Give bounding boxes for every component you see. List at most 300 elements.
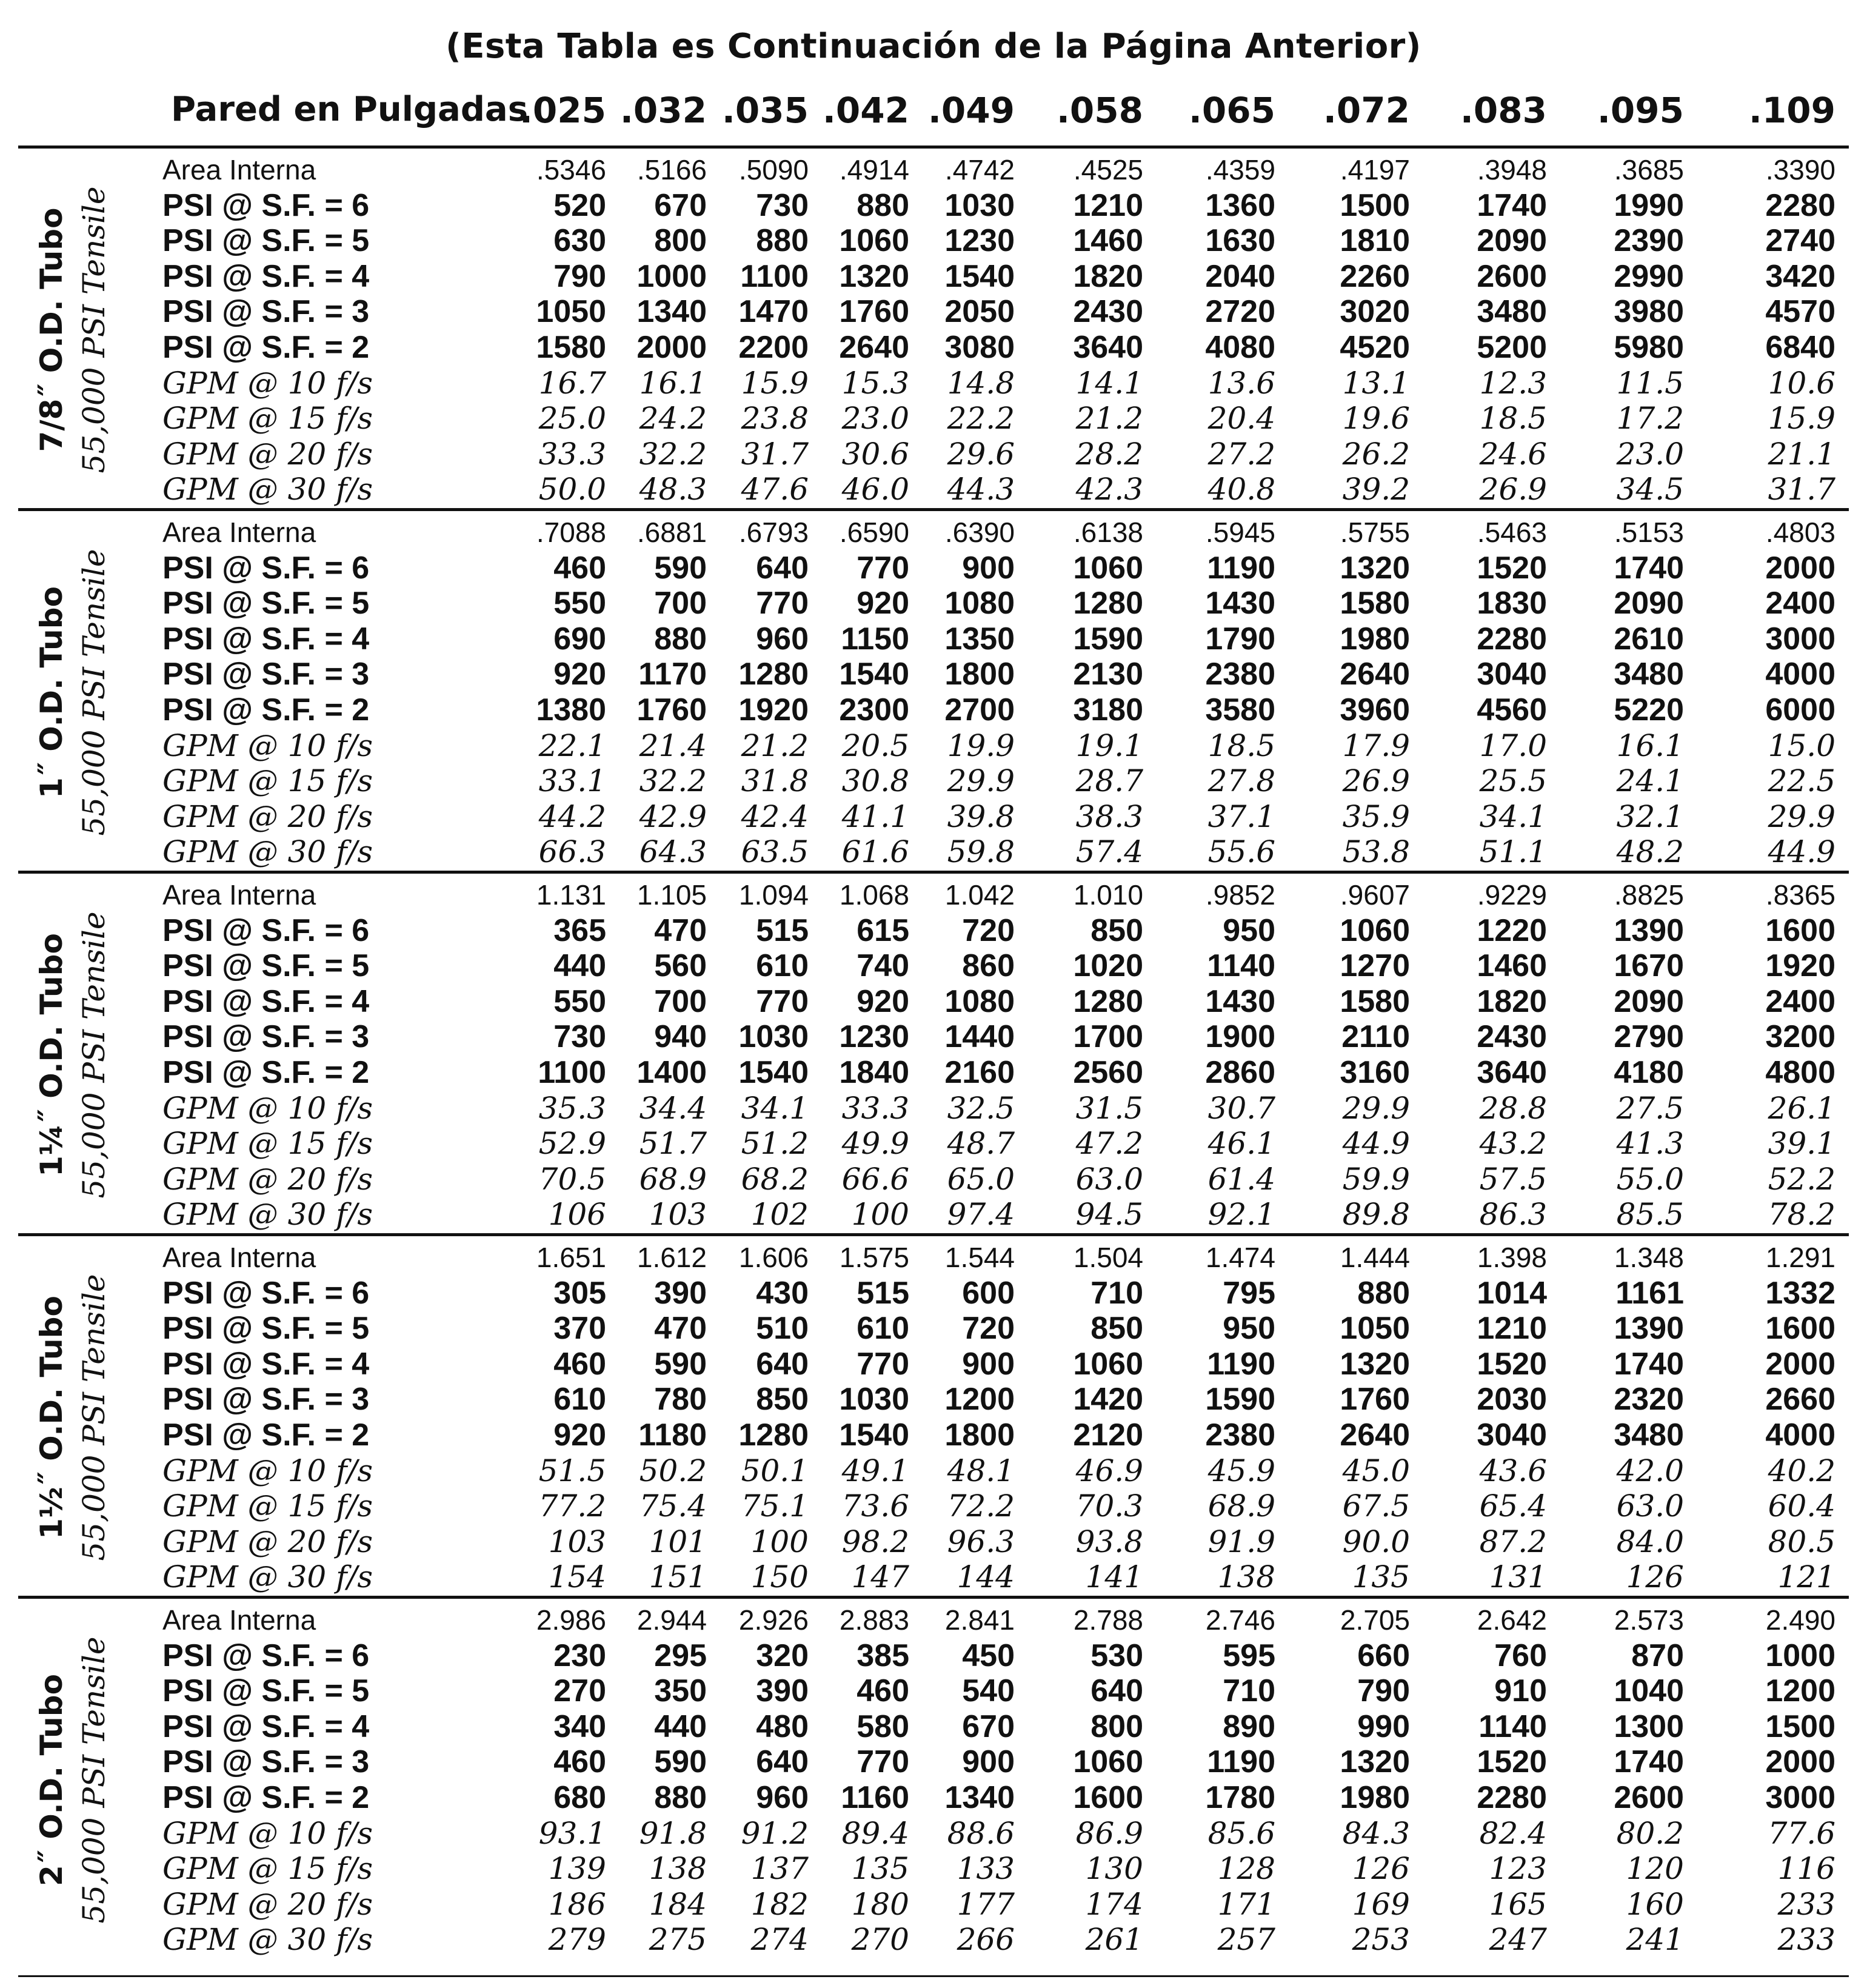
table-row bbox=[0, 835, 1867, 870]
table-cell: 1332 bbox=[1765, 1275, 1835, 1311]
table-cell: 790 bbox=[553, 258, 606, 294]
table-cell: 540 bbox=[962, 1673, 1015, 1709]
table-cell: 151 bbox=[649, 1559, 707, 1595]
table-row bbox=[0, 401, 1867, 437]
table-cell: 15.3 bbox=[841, 365, 909, 401]
table-cell: 1230 bbox=[944, 223, 1015, 259]
table-cell: 3480 bbox=[1614, 1417, 1684, 1453]
table-cell: 2300 bbox=[839, 692, 909, 728]
table-row bbox=[0, 1674, 1867, 1709]
table-cell: 960 bbox=[756, 621, 809, 657]
row-label: GPM @ 30 f/s bbox=[162, 1922, 373, 1958]
table-cell: 5200 bbox=[1477, 330, 1547, 365]
table-cell: 1520 bbox=[1477, 550, 1547, 586]
row-label: GPM @ 20 f/s bbox=[162, 1161, 373, 1197]
table-cell: 2640 bbox=[1340, 1417, 1410, 1453]
table-cell: 22.5 bbox=[1768, 763, 1835, 799]
table-cell: .6793 bbox=[738, 517, 809, 548]
table-cell: 2610 bbox=[1614, 621, 1684, 657]
table-cell: 770 bbox=[857, 550, 909, 586]
table-cell: 85.6 bbox=[1207, 1815, 1275, 1851]
table-cell: 1460 bbox=[1073, 223, 1143, 259]
table-row bbox=[0, 764, 1867, 799]
table-cell: 3640 bbox=[1477, 1055, 1547, 1090]
table-cell: 295 bbox=[654, 1638, 707, 1673]
table-cell: 1280 bbox=[1073, 983, 1143, 1019]
wall-thickness-value: .049 bbox=[927, 90, 1015, 131]
table-row bbox=[0, 224, 1867, 259]
table-cell: 1080 bbox=[944, 983, 1015, 1019]
table-cell: 2040 bbox=[1205, 258, 1275, 294]
table-row bbox=[0, 878, 1867, 913]
table-cell: 154 bbox=[548, 1559, 606, 1595]
table-row bbox=[0, 1240, 1867, 1276]
table-cell: 12.3 bbox=[1479, 365, 1547, 401]
table-cell: 1030 bbox=[944, 187, 1015, 223]
table-cell: 180 bbox=[851, 1886, 909, 1922]
table-row bbox=[0, 1091, 1867, 1126]
table-cell: .9607 bbox=[1340, 879, 1410, 911]
table-cell: 1030 bbox=[738, 1019, 809, 1055]
table-cell: 2280 bbox=[1477, 1780, 1547, 1815]
wall-thickness-value: .025 bbox=[519, 90, 606, 131]
table-cell: 59.8 bbox=[947, 834, 1015, 870]
table-cell: 21.2 bbox=[741, 728, 809, 763]
table-cell: 75.1 bbox=[741, 1488, 809, 1524]
table-cell: 640 bbox=[756, 550, 809, 586]
table-cell: 4800 bbox=[1765, 1055, 1835, 1090]
table-cell: 4560 bbox=[1477, 692, 1547, 728]
table-cell: 29.9 bbox=[1342, 1090, 1410, 1126]
table-cell: 42.0 bbox=[1616, 1453, 1684, 1488]
table-cell: 52.2 bbox=[1768, 1161, 1835, 1197]
table-cell: 51.7 bbox=[639, 1126, 707, 1162]
table-cell: 3000 bbox=[1765, 621, 1835, 657]
table-cell: 35.9 bbox=[1342, 798, 1410, 834]
table-cell: 1980 bbox=[1340, 1780, 1410, 1815]
table-cell: 18.5 bbox=[1479, 401, 1547, 437]
table-cell: 1630 bbox=[1205, 223, 1275, 259]
table-cell: 2700 bbox=[944, 692, 1015, 728]
table-cell: 880 bbox=[1357, 1275, 1410, 1311]
table-cell: 1320 bbox=[1340, 1346, 1410, 1382]
table-cell: 550 bbox=[553, 586, 606, 621]
tube-section bbox=[0, 1596, 1867, 1958]
table-cell: 2000 bbox=[1765, 1744, 1835, 1780]
table-cell: 21.4 bbox=[639, 728, 707, 763]
table-cell: 580 bbox=[857, 1709, 909, 1744]
table-cell: 630 bbox=[553, 223, 606, 259]
table-row bbox=[0, 1347, 1867, 1382]
table-cell: 97.4 bbox=[947, 1197, 1015, 1233]
table-cell: 1170 bbox=[638, 657, 707, 692]
table-cell: 169 bbox=[1352, 1886, 1410, 1922]
table-cell: 2000 bbox=[636, 330, 707, 365]
table-cell: 103 bbox=[548, 1524, 606, 1559]
table-cell: 1040 bbox=[1614, 1673, 1684, 1709]
table-cell: 68.9 bbox=[639, 1161, 707, 1197]
table-cell: 1161 bbox=[1615, 1275, 1684, 1311]
table-cell: 1.291 bbox=[1765, 1242, 1835, 1273]
table-cell: 75.4 bbox=[639, 1488, 707, 1524]
table-cell: 40.8 bbox=[1207, 472, 1275, 507]
table-cell: 2600 bbox=[1614, 1780, 1684, 1815]
table-cell: 920 bbox=[857, 586, 909, 621]
table-cell: .3685 bbox=[1614, 154, 1684, 186]
table-cell: 257 bbox=[1217, 1922, 1275, 1958]
table-cell: 2990 bbox=[1614, 258, 1684, 294]
table-cell: 1.348 bbox=[1614, 1242, 1684, 1273]
table-cell: 1030 bbox=[839, 1382, 909, 1417]
table-cell: 38.3 bbox=[1075, 798, 1143, 834]
table-cell: 520 bbox=[553, 187, 606, 223]
table-cell: 120 bbox=[1626, 1851, 1684, 1887]
table-cell: 700 bbox=[654, 983, 707, 1019]
table-row bbox=[0, 729, 1867, 764]
table-cell: 126 bbox=[1352, 1851, 1410, 1887]
table-cell: 1520 bbox=[1477, 1744, 1547, 1780]
table-cell: .6138 bbox=[1073, 517, 1143, 548]
table-cell: 160 bbox=[1626, 1886, 1684, 1922]
table-cell: 670 bbox=[962, 1709, 1015, 1744]
table-cell: 1340 bbox=[944, 1780, 1015, 1815]
row-label: PSI @ S.F. = 4 bbox=[162, 258, 370, 294]
table-row bbox=[0, 437, 1867, 472]
tube-section bbox=[0, 871, 1867, 1233]
table-cell: 3200 bbox=[1765, 1019, 1835, 1055]
table-cell: 24.1 bbox=[1616, 763, 1684, 799]
table-cell: 24.6 bbox=[1479, 436, 1547, 472]
table-cell: 3080 bbox=[944, 330, 1015, 365]
table-cell: 32.2 bbox=[639, 763, 707, 799]
table-cell: 48.1 bbox=[947, 1453, 1015, 1488]
table-cell: 1280 bbox=[738, 1417, 809, 1453]
table-cell: 1080 bbox=[944, 586, 1015, 621]
table-cell: 131 bbox=[1489, 1559, 1547, 1595]
table-cell: 370 bbox=[553, 1311, 606, 1347]
table-cell: 1.444 bbox=[1340, 1242, 1410, 1273]
table-cell: 174 bbox=[1085, 1886, 1143, 1922]
table-cell: 2.788 bbox=[1073, 1604, 1143, 1636]
table-cell: 510 bbox=[756, 1311, 809, 1347]
table-cell: 515 bbox=[857, 1275, 909, 1311]
table-cell: 253 bbox=[1352, 1922, 1410, 1958]
wall-thickness-value: .083 bbox=[1460, 90, 1547, 131]
table-cell: 26.9 bbox=[1342, 763, 1410, 799]
table-cell: 1200 bbox=[1765, 1673, 1835, 1709]
table-row bbox=[0, 1560, 1867, 1595]
table-cell: 740 bbox=[857, 948, 909, 984]
table-cell: 135 bbox=[851, 1851, 909, 1887]
table-cell: 2090 bbox=[1614, 586, 1684, 621]
table-row bbox=[0, 1276, 1867, 1311]
table-cell: 1190 bbox=[1207, 1346, 1275, 1382]
table-cell: 2400 bbox=[1765, 983, 1835, 1019]
table-cell: 1590 bbox=[1073, 621, 1143, 657]
table-cell: 560 bbox=[654, 948, 707, 984]
table-cell: 63.0 bbox=[1075, 1161, 1143, 1197]
table-cell: 19.9 bbox=[947, 728, 1015, 763]
table-cell: 177 bbox=[957, 1886, 1015, 1922]
table-cell: 590 bbox=[654, 1346, 707, 1382]
table-cell: 1920 bbox=[738, 692, 809, 728]
table-cell: 1430 bbox=[1205, 586, 1275, 621]
table-cell: 1000 bbox=[1765, 1638, 1835, 1673]
table-cell: 86.9 bbox=[1075, 1815, 1143, 1851]
table-cell: 275 bbox=[649, 1922, 707, 1958]
table-cell: 550 bbox=[553, 983, 606, 1019]
table-cell: 1200 bbox=[944, 1382, 1015, 1417]
table-cell: 660 bbox=[1357, 1638, 1410, 1673]
table-cell: 900 bbox=[962, 1744, 1015, 1780]
table-cell: 31.7 bbox=[1768, 472, 1835, 507]
table-cell: 28.7 bbox=[1075, 763, 1143, 799]
table-cell: 279 bbox=[548, 1922, 606, 1958]
row-label: Area Interna bbox=[162, 517, 316, 548]
table-row bbox=[0, 1311, 1867, 1347]
table-cell: 2.926 bbox=[738, 1604, 809, 1636]
table-cell: 940 bbox=[654, 1019, 707, 1055]
table-cell: 2640 bbox=[839, 330, 909, 365]
table-cell: 430 bbox=[756, 1275, 809, 1311]
row-label: PSI @ S.F. = 6 bbox=[162, 1638, 370, 1673]
table-cell: 1020 bbox=[1073, 948, 1143, 984]
table-cell: 3960 bbox=[1340, 692, 1410, 728]
table-cell: 60.4 bbox=[1768, 1488, 1835, 1524]
table-cell: 2280 bbox=[1477, 621, 1547, 657]
table-cell: 1790 bbox=[1205, 621, 1275, 657]
table-cell: 42.4 bbox=[741, 798, 809, 834]
table-cell: 17.0 bbox=[1479, 728, 1547, 763]
table-cell: 49.9 bbox=[841, 1126, 909, 1162]
table-cell: 3000 bbox=[1765, 1780, 1835, 1815]
table-cell: .7088 bbox=[536, 517, 606, 548]
row-label: GPM @ 30 f/s bbox=[162, 834, 373, 870]
table-cell: 1360 bbox=[1205, 187, 1275, 223]
table-row bbox=[0, 153, 1867, 188]
table-cell: 640 bbox=[756, 1744, 809, 1780]
table-cell: 51.2 bbox=[741, 1126, 809, 1162]
tube-size-label: 2˝ O.D. Tubo bbox=[34, 1674, 69, 1886]
table-cell: 680 bbox=[553, 1780, 606, 1815]
table-cell: 230 bbox=[553, 1638, 606, 1673]
table-cell: 1440 bbox=[944, 1019, 1015, 1055]
table-cell: 18.5 bbox=[1207, 728, 1275, 763]
table-cell: 103 bbox=[649, 1197, 707, 1233]
table-cell: 86.3 bbox=[1479, 1197, 1547, 1233]
section-divider bbox=[18, 146, 1849, 149]
table-cell: 150 bbox=[750, 1559, 809, 1595]
table-cell: 1.474 bbox=[1205, 1242, 1275, 1273]
table-cell: 2860 bbox=[1205, 1055, 1275, 1090]
tensile-label: 55,000 PSI Tensile bbox=[76, 186, 112, 474]
row-label: GPM @ 10 f/s bbox=[162, 728, 373, 763]
table-cell: 1140 bbox=[1207, 948, 1275, 984]
table-cell: 2130 bbox=[1073, 657, 1143, 692]
table-cell: 39.8 bbox=[947, 798, 1015, 834]
table-cell: 6840 bbox=[1765, 330, 1835, 365]
row-label: PSI @ S.F. = 6 bbox=[162, 912, 370, 948]
table-cell: 590 bbox=[654, 1744, 707, 1780]
table-cell: 910 bbox=[1494, 1673, 1547, 1709]
row-label: Area Interna bbox=[162, 879, 316, 911]
table-cell: 51.1 bbox=[1479, 834, 1547, 870]
table-cell: 141 bbox=[1085, 1559, 1143, 1595]
table-cell: 57.4 bbox=[1075, 834, 1143, 870]
wall-thickness-value: .035 bbox=[721, 90, 809, 131]
table-row bbox=[0, 259, 1867, 295]
table-cell: 96.3 bbox=[947, 1524, 1015, 1559]
table-cell: 640 bbox=[756, 1346, 809, 1382]
table-cell: 17.2 bbox=[1616, 401, 1684, 437]
table-cell: 4520 bbox=[1340, 330, 1410, 365]
table-cell: 2320 bbox=[1614, 1382, 1684, 1417]
table-cell: 3580 bbox=[1205, 692, 1275, 728]
table-cell: 1580 bbox=[1340, 586, 1410, 621]
table-cell: 1.612 bbox=[636, 1242, 707, 1273]
table-cell: 63.0 bbox=[1616, 1488, 1684, 1524]
tube-section bbox=[0, 1233, 1867, 1596]
table-cell: 1830 bbox=[1477, 586, 1547, 621]
table-cell: 770 bbox=[756, 586, 809, 621]
table-cell: 1540 bbox=[738, 1055, 809, 1090]
table-cell: 2.705 bbox=[1340, 1604, 1410, 1636]
table-cell: 241 bbox=[1626, 1922, 1684, 1958]
table-cell: 1.094 bbox=[738, 879, 809, 911]
table-cell: 920 bbox=[857, 983, 909, 1019]
table-cell: 138 bbox=[649, 1851, 707, 1887]
table-cell: 50.2 bbox=[639, 1453, 707, 1488]
table-cell: 39.1 bbox=[1768, 1126, 1835, 1162]
table-cell: 450 bbox=[962, 1638, 1015, 1673]
table-cell: 1380 bbox=[536, 692, 606, 728]
row-label: Area Interna bbox=[162, 1242, 316, 1273]
table-cell: 2160 bbox=[944, 1055, 1015, 1090]
table-cell: 93.1 bbox=[538, 1815, 606, 1851]
table-cell: 870 bbox=[1631, 1638, 1684, 1673]
table-cell: 121 bbox=[1777, 1559, 1835, 1595]
table-cell: 2000 bbox=[1765, 550, 1835, 586]
table-cell: 950 bbox=[1223, 1311, 1275, 1347]
table-cell: 46.9 bbox=[1075, 1453, 1143, 1488]
table-row bbox=[0, 1887, 1867, 1923]
table-cell: 25.0 bbox=[538, 401, 606, 437]
table-cell: 1270 bbox=[1340, 948, 1410, 984]
table-cell: 171 bbox=[1217, 1886, 1275, 1922]
tube-section bbox=[0, 146, 1867, 508]
table-cell: 82.4 bbox=[1479, 1815, 1547, 1851]
table-cell: 92.1 bbox=[1207, 1197, 1275, 1233]
table-cell: 29.9 bbox=[1768, 798, 1835, 834]
row-label: PSI @ S.F. = 2 bbox=[162, 330, 370, 365]
wall-thickness-value: .042 bbox=[822, 90, 909, 131]
table-row bbox=[0, 1603, 1867, 1638]
table-cell: 1500 bbox=[1340, 187, 1410, 223]
table-cell: 126 bbox=[1626, 1559, 1684, 1595]
table-cell: 1460 bbox=[1477, 948, 1547, 984]
table-row bbox=[0, 1710, 1867, 1745]
table-cell: 48.3 bbox=[639, 472, 707, 507]
table-cell: 595 bbox=[1223, 1638, 1275, 1673]
table-cell: 1.544 bbox=[944, 1242, 1015, 1273]
table-cell: 460 bbox=[553, 550, 606, 586]
table-cell: 184 bbox=[649, 1886, 707, 1922]
table-cell: 1060 bbox=[1073, 1744, 1143, 1780]
table-row bbox=[0, 1126, 1867, 1162]
table-cell: 1050 bbox=[1340, 1311, 1410, 1347]
table-cell: 2400 bbox=[1765, 586, 1835, 621]
table-cell: 22.1 bbox=[538, 728, 606, 763]
table-cell: 365 bbox=[553, 912, 606, 948]
table-cell: 2430 bbox=[1477, 1019, 1547, 1055]
wall-thickness-value: .032 bbox=[620, 90, 707, 131]
table-cell: 530 bbox=[1090, 1638, 1143, 1673]
table-cell: 66.6 bbox=[841, 1161, 909, 1197]
table-cell: 2030 bbox=[1477, 1382, 1547, 1417]
table-row bbox=[0, 657, 1867, 692]
table-cell: 68.2 bbox=[741, 1161, 809, 1197]
table-cell: 460 bbox=[857, 1673, 909, 1709]
table-cell: 21.1 bbox=[1768, 436, 1835, 472]
table-cell: 1580 bbox=[536, 330, 606, 365]
row-label: GPM @ 30 f/s bbox=[162, 472, 373, 507]
table-cell: 1760 bbox=[636, 692, 707, 728]
table-cell: 770 bbox=[857, 1744, 909, 1780]
table-cell: 795 bbox=[1223, 1275, 1275, 1311]
table-cell: 233 bbox=[1777, 1886, 1835, 1922]
table-cell: 850 bbox=[1090, 1311, 1143, 1347]
table-cell: 30.8 bbox=[841, 763, 909, 799]
table-cell: 270 bbox=[851, 1922, 909, 1958]
table-cell: 385 bbox=[857, 1638, 909, 1673]
table-cell: 144 bbox=[957, 1559, 1015, 1595]
table-row bbox=[0, 1454, 1867, 1489]
table-cell: 2790 bbox=[1614, 1019, 1684, 1055]
table-cell: 65.4 bbox=[1479, 1488, 1547, 1524]
table-row bbox=[0, 472, 1867, 507]
table-cell: 45.9 bbox=[1207, 1453, 1275, 1488]
table-cell: 900 bbox=[962, 1346, 1015, 1382]
table-row bbox=[0, 949, 1867, 984]
table-cell: 2560 bbox=[1073, 1055, 1143, 1090]
table-cell: 26.1 bbox=[1768, 1090, 1835, 1126]
table-cell: 670 bbox=[654, 187, 707, 223]
table-row bbox=[0, 693, 1867, 728]
table-cell: .9852 bbox=[1205, 879, 1275, 911]
table-cell: .9229 bbox=[1477, 879, 1547, 911]
table-cell: 1060 bbox=[1073, 1346, 1143, 1382]
table-cell: 44.2 bbox=[538, 798, 606, 834]
table-cell: 2720 bbox=[1205, 294, 1275, 330]
table-cell: 1160 bbox=[841, 1780, 909, 1815]
table-cell: 15.0 bbox=[1768, 728, 1835, 763]
table-cell: 266 bbox=[957, 1922, 1015, 1958]
table-cell: 1840 bbox=[839, 1055, 909, 1090]
table-cell: 2280 bbox=[1765, 187, 1835, 223]
table-cell: 1150 bbox=[841, 621, 909, 657]
table-cell: 41.3 bbox=[1616, 1126, 1684, 1162]
table-cell: 1740 bbox=[1614, 1744, 1684, 1780]
table-cell: .6881 bbox=[636, 517, 707, 548]
table-cell: 1230 bbox=[839, 1019, 909, 1055]
table-cell: 1670 bbox=[1614, 948, 1684, 984]
table-cell: 1.105 bbox=[636, 879, 707, 911]
tube-section bbox=[0, 508, 1867, 871]
table-cell: 26.2 bbox=[1342, 436, 1410, 472]
table-cell: 77.6 bbox=[1768, 1815, 1835, 1851]
table-cell: 1300 bbox=[1614, 1709, 1684, 1744]
wall-thickness-value: .065 bbox=[1188, 90, 1275, 131]
